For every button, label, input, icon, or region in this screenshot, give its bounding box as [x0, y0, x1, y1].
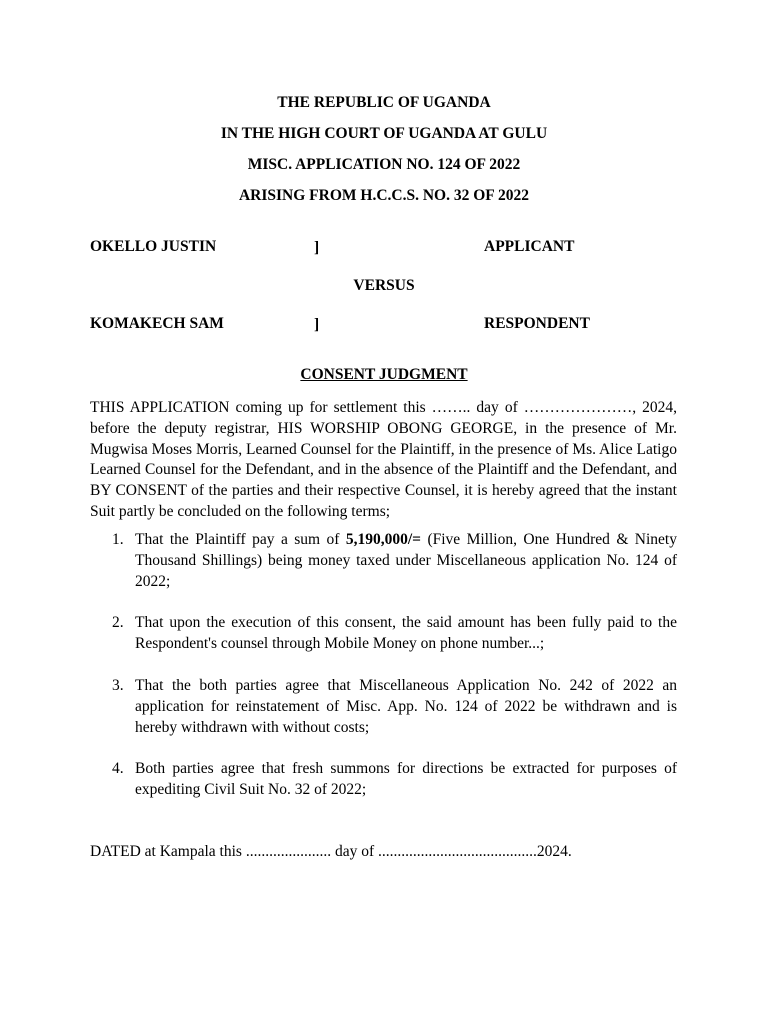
header-court: IN THE HIGH COURT OF UGANDA AT GULU [220, 125, 548, 142]
applicant-role: APPLICANT [484, 238, 575, 255]
term-item-1 [112, 530, 677, 592]
applicant-name: OKELLO JUSTIN [90, 238, 217, 255]
amount-bold: 5,190,000/= [345, 531, 422, 548]
term-number: 1. [112, 531, 124, 548]
header-arising-from: ARISING FROM H.C.C.S. NO. 32 OF 2022 [238, 187, 530, 204]
term-item-4 [112, 759, 677, 801]
term-number: 4. [112, 760, 124, 777]
term-number: 3. [112, 677, 124, 694]
versus-label: VERSUS [353, 277, 415, 294]
term-text: That upon the execution of this consent, the said amount has been fully paid to the Respondent's counsel through Mobile Money on phone number...; [135, 614, 677, 652]
intro-paragraph: THIS APPLICATION coming up for settlement this …….. day of …………………, 2024, before the deputy registrar, HIS WORSHIP OBONG GEORGE, in the presence of Mr. Mugwisa Moses Morris, Learned Counsel for the Plaintiff, in the presence of Ms. Alice Latigo Learned Counsel for the Defendant, and in the absence of the Plaintiff and the Defendant, and BY CONSENT of the parties and their respective Counsel, it is hereby agreed that the instant Suit partly be concluded on the following terms; [90, 399, 677, 520]
term-item-3 [112, 676, 677, 738]
header-application-no: MISC. APPLICATION NO. 124 OF 2022 [247, 156, 521, 173]
term-number: 2. [112, 614, 124, 631]
document-title: CONSENT JUDGMENT [300, 366, 468, 383]
respondent-role: RESPONDENT [484, 315, 590, 332]
respondent-bracket: ] [314, 316, 320, 333]
applicant-bracket: ] [314, 239, 320, 256]
term-text: That the both parties agree that Miscellaneous Application No. 242 of 2022 an application for reinstatement of Misc. App. No. 124 of 2022 be withdrawn and is hereby withdrawn with without costs; [135, 677, 677, 736]
respondent-name: KOMAKECH SAM [90, 315, 224, 332]
term-text: That the Plaintiff pay a sum of 5,190,000/= (Five Million, One Hundred & Ninety Thousand Shillings) being money taxed under Miscellaneous application No. 124 of 2022; [135, 531, 677, 590]
dated-line: DATED at Kampala this ...................... day of .........................................2024. [90, 843, 572, 860]
term-text: Both parties agree that fresh summons for directions be extracted for purposes of expediting Civil Suit No. 32 of 2022; [135, 760, 677, 798]
term-item-2 [112, 613, 677, 655]
header-republic: THE REPUBLIC OF UGANDA [277, 94, 491, 111]
